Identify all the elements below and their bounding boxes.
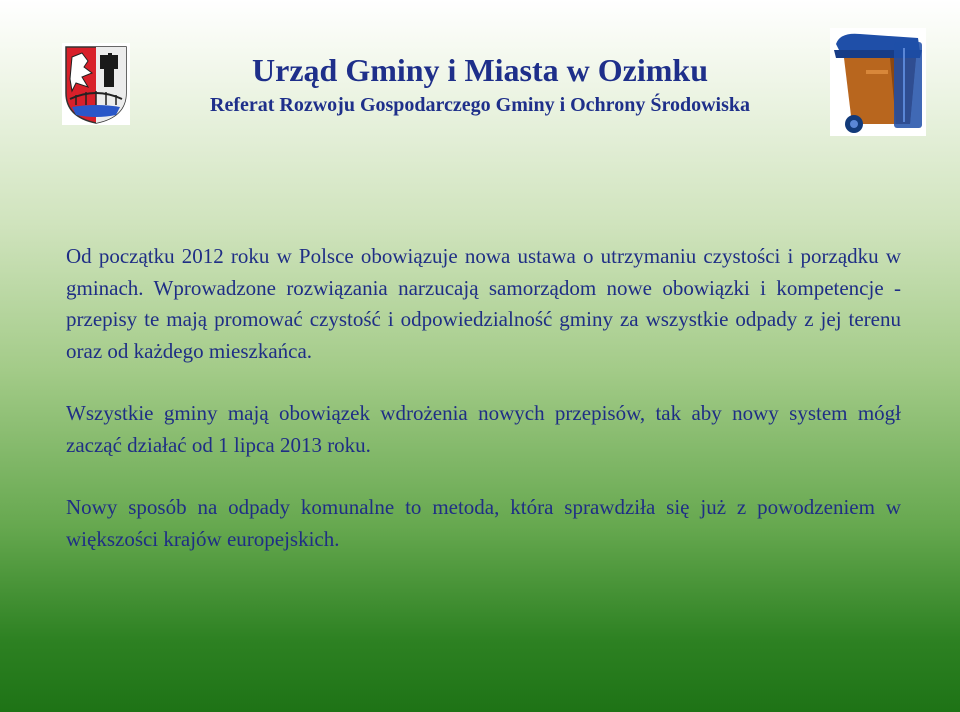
- page-subtitle: Referat Rozwoju Gospodarczego Gminy i Ochrony Środowiska: [210, 94, 750, 116]
- paragraph-3: Nowy sposób na odpady komunalne to metoda, która sprawdziła się już z powodzeniem w większości krajów europejskich.: [66, 495, 901, 551]
- main-content: [66, 241, 901, 555]
- header: [0, 0, 960, 150]
- page-title: Urząd Gminy i Miasta w Ozimku: [252, 52, 708, 88]
- paragraph-2: Wszystkie gminy mają obowiązek wdrożenia nowych przepisów, tak aby nowy system mógł zacząć działać od 1 lipca 2013 roku.: [66, 401, 901, 457]
- paragraph-spacer: [66, 461, 901, 492]
- waste-bin-icon: [830, 28, 926, 136]
- paragraph-1: Od początku 2012 roku w Polsce obowiązuje nowa ustawa o utrzymaniu czystości i porządku w gminach. Wprowadzone rozwiązania narzucają samorządom nowe obowiązki i kompetencje - przepisy te mają promować czystość i odpowiedzialność gminy za wszystkie odpady z jej terenu oraz od każdego mieszkańca.: [66, 244, 901, 363]
- paragraph-spacer: [66, 367, 901, 398]
